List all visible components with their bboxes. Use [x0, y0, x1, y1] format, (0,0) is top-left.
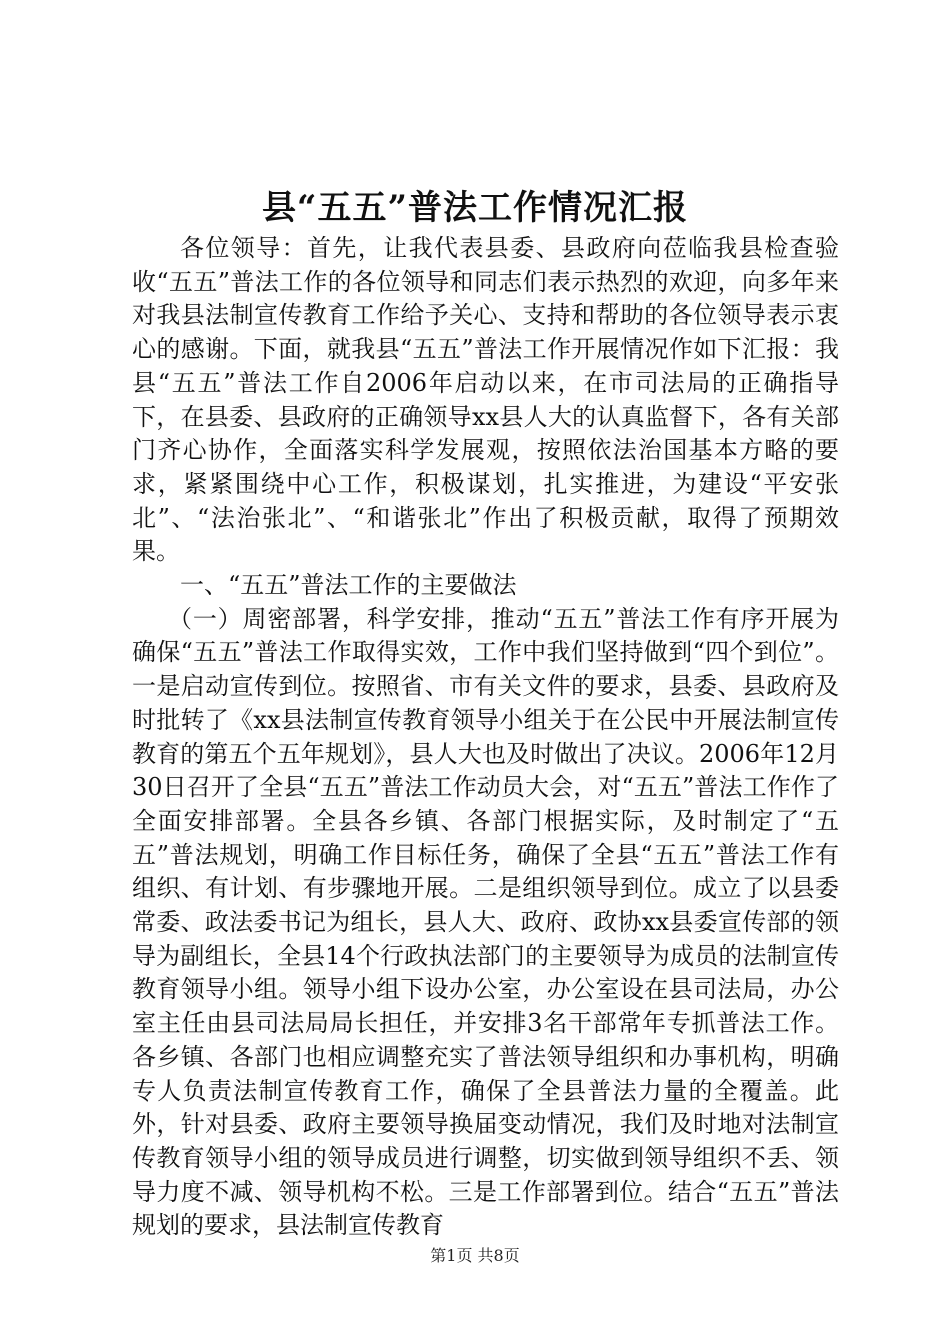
section-heading: 一、“五五”普法工作的主要做法: [180, 571, 517, 600]
document-title: 县“五五”普法工作情况汇报: [261, 188, 689, 228]
paragraph-intro: 各位领导：首先，让我代表县委、县政府向莅临我县检查验收“五五”普法工作的各位领导和同志们表示热烈的欢迎，向多年来对我县法制宣传教育工作给予关心、支持和帮助的各位领导表示衷心的感谢。下面，就我县“五五”普法工作开展情况作如下汇报：我县“五五”普法工作自2006年启动以来，在市司法局的正确指导下，在县委、县政府的正确领导xx县人大的认真监督下，各有关部门齐心协作，全面落实科学发展观，按照依法治国基本方略的要求，紧紧围绕中心工作，积极谋划，扎实推进，为建设“平安张北”、“法治张北”、“和谐张北”作出了积极贡献，取得了预期效果。: [132, 234, 839, 566]
document-body: [132, 232, 839, 1243]
page-number-footer: 第1页 共8页: [430, 1246, 520, 1265]
paragraph-section-1: （一）周密部署，科学安排，推动“五五”普法工作有序开展为确保“五五”普法工作取得实效，工作中我们坚持做到“四个到位”。一是启动宣传到位。按照省、市有关文件的要求，县委、县政府及时批转了《xx县法制宣传教育领导小组关于在公民中开展法制宣传教育的第五个五年规划》，县人大也及时做出了决议。2006年12月30日召开了全县“五五”普法工作动员大会，对“五五”普法工作作了全面安排部署。全县各乡镇、各部门根据实际，及时制定了“五五”普法规划，明确工作目标任务，确保了全县“五五”普法工作有组织、有计划、有步骤地开展。二是组织领导到位。成立了以县委常委、政法委书记为组长，县人大、政府、政协xx县委宣传部的领导为副组长，全县14个行政执法部门的主要领导为成员的法制宣传教育领导小组。领导小组下设办公室，办公室设在县司法局，办公室主任由县司法局局长担任，并安排3名干部常年专抓普法工作。各乡镇、各部门也相应调整充实了普法领导组织和办事机构，明确专人负责法制宣传教育工作，确保了全县普法力量的全覆盖。此外，针对县委、政府主要领导换届变动情况，我们及时地对法制宣传教育领导小组的领导成员进行调整，切实做到领导组织不丢、领导力度不减、领导机构不松。三是工作部署到位。结合“五五”普法规划的要求，县法制宣传教育: [132, 604, 839, 1240]
